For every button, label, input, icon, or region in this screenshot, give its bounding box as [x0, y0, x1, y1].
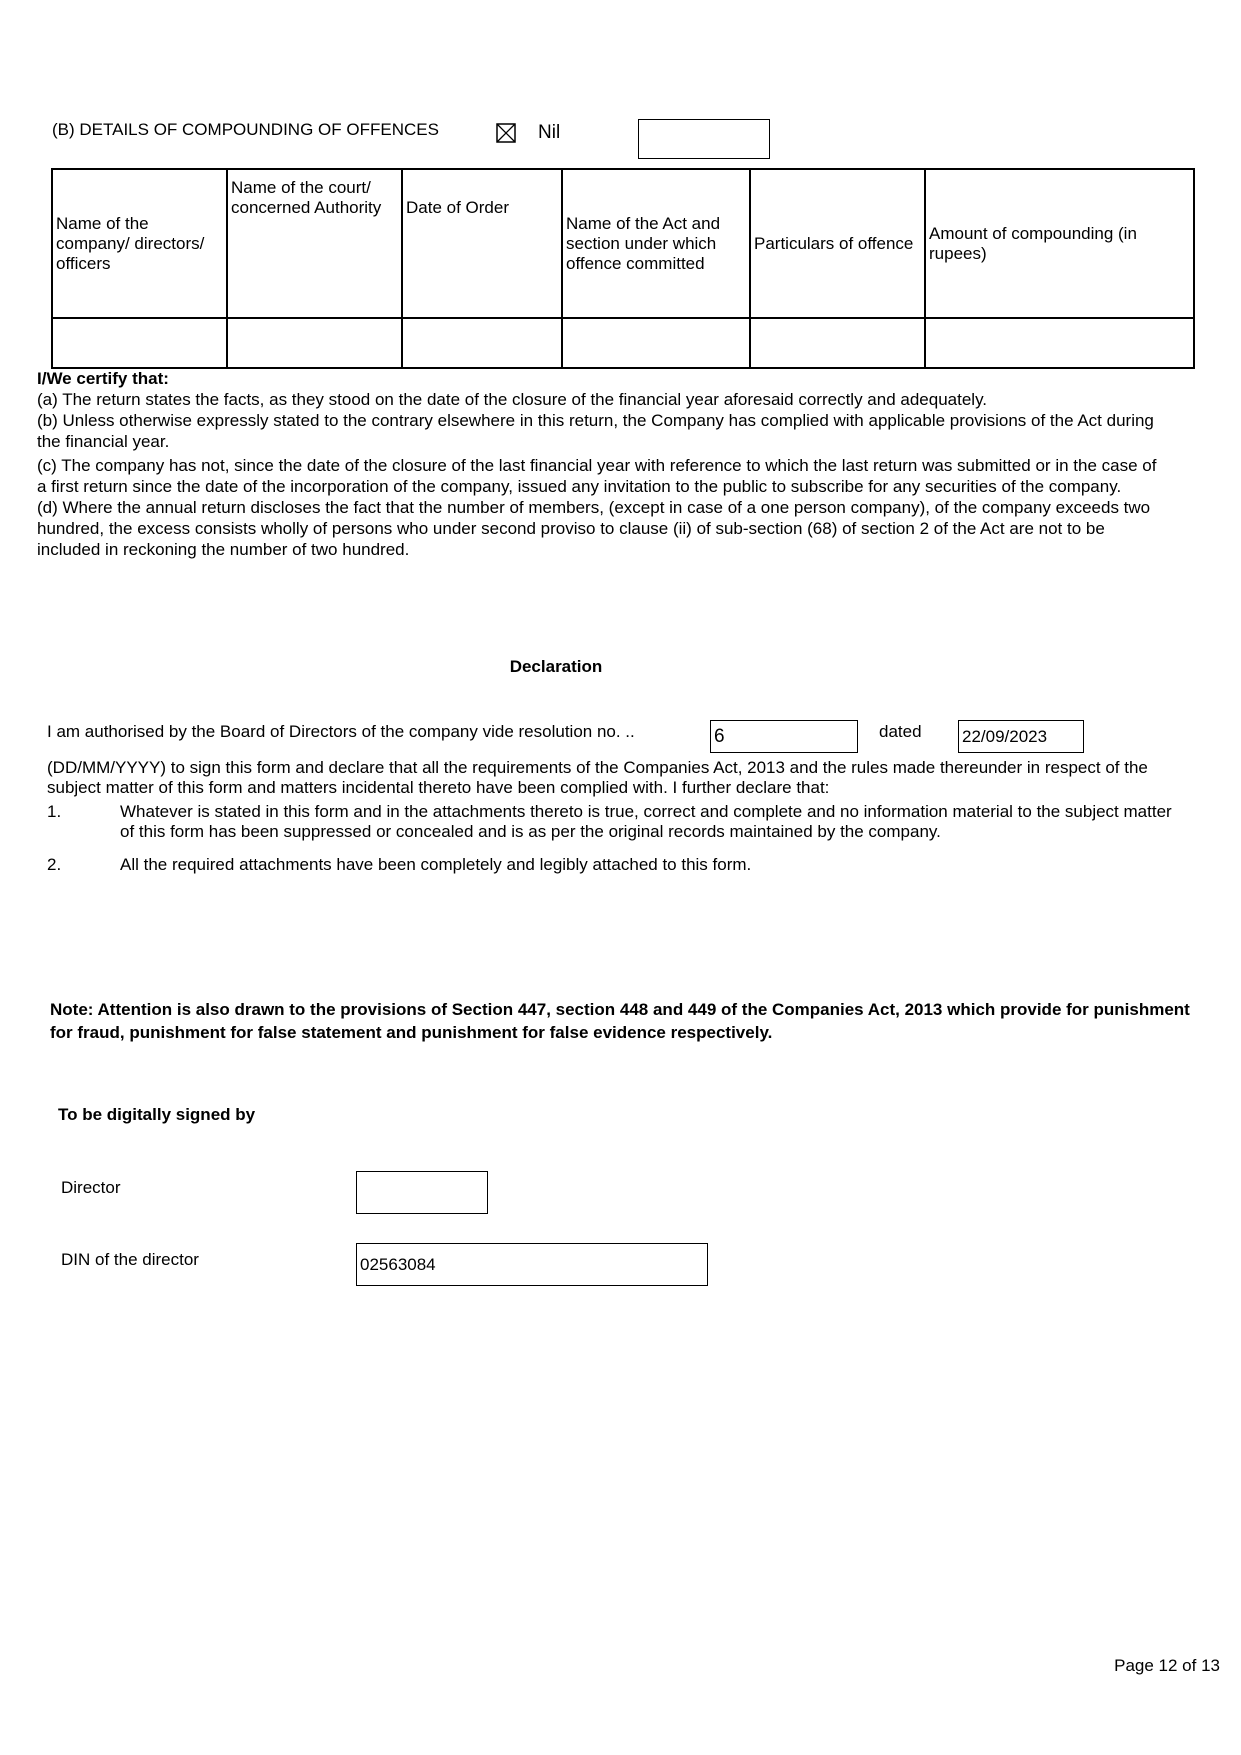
- certify-item-a: (a) The return states the facts, as they stood on the date of the closure of the financial year aforesaid correctly and adequately.: [37, 390, 988, 409]
- table-cell[interactable]: [562, 318, 750, 368]
- digital-sign-heading: To be digitally signed by: [58, 1105, 256, 1124]
- certify-item-d: (d) Where the annual return discloses the fact that the number of members, (except in case of a one person company), of the company exceeds two hundred, the excess consists wholly of persons who under second proviso to clause (ii) of sub-section (68) of section 2 of the Act are not to be included in reckoning the number of two hundred.: [37, 498, 1151, 559]
- certify-item-c: (c) The company has not, since the date of the closure of the last financial year with reference to which the last return was submitted or in the case of a first return since the date of the incorporation of the company, issued any invitation to the public to subscribe for any securities of the company.: [37, 456, 1157, 496]
- nil-value-field[interactable]: [638, 119, 770, 159]
- table-cell[interactable]: [925, 318, 1194, 368]
- certify-item-b: (b) Unless otherwise expressly stated to the contrary elsewhere in this return, the Company has complied with applicable provisions of the Act during the financial year.: [37, 411, 1154, 451]
- din-field[interactable]: 02563084: [356, 1243, 708, 1286]
- table-cell[interactable]: [227, 318, 402, 368]
- column-header: Particulars of offence: [750, 169, 925, 318]
- declaration-item-text: Whatever is stated in this form and in the attachments thereto is true, correct and complete and no information material to the subject matter of this form has been suppressed or concealed and is as per the original records maintained by the company.: [120, 802, 1172, 841]
- declaration-title: Declaration: [509, 657, 603, 676]
- table-cell[interactable]: [402, 318, 562, 368]
- nil-checkbox-icon[interactable]: [496, 123, 516, 143]
- declaration-item-number: 1.: [47, 802, 62, 821]
- section-b-title: (B) DETAILS OF COMPOUNDING OF OFFENCES: [52, 120, 439, 139]
- certify-heading: I/We certify that:: [37, 369, 169, 388]
- compounding-offences-table: [51, 168, 1195, 369]
- resolution-date-field[interactable]: 22/09/2023: [958, 720, 1084, 753]
- certification-block: [37, 368, 1167, 560]
- declaration-item-number: 2.: [47, 855, 62, 874]
- din-label: DIN of the director: [61, 1250, 199, 1269]
- page-number: Page 12 of 13: [1114, 1656, 1220, 1675]
- resolution-number-field[interactable]: 6: [710, 720, 858, 753]
- director-label: Director: [61, 1178, 121, 1197]
- nil-label: Nil: [538, 122, 561, 143]
- column-header: Name of the court/ concerned Authority: [227, 169, 402, 318]
- authorisation-text: I am authorised by the Board of Directors of the company vide resolution no. ..: [47, 722, 635, 741]
- table-row: [52, 318, 1194, 368]
- column-header: Amount of compounding (in rupees): [925, 169, 1194, 318]
- table-cell[interactable]: [750, 318, 925, 368]
- column-header: Name of the company/ directors/ officers: [52, 169, 227, 318]
- legal-note: Note: Attention is also drawn to the provisions of Section 447, section 448 and 449 of the Companies Act, 2013 which provide for punishment for fraud, punishment for false statement and punishment for false evidence respectively.: [50, 1000, 1190, 1042]
- table-cell[interactable]: [52, 318, 227, 368]
- dated-label: dated: [879, 722, 922, 741]
- table-header-row: [52, 169, 1194, 318]
- director-signature-field[interactable]: [356, 1171, 488, 1214]
- declaration-body: (DD/MM/YYYY) to sign this form and declare that all the requirements of the Companies Act, 2013 and the rules made thereunder in respect of the subject matter of this form and matters incidental thereto have been complied with. I further declare that:: [47, 758, 1148, 797]
- column-header: Date of Order: [402, 169, 562, 318]
- declaration-item-text: All the required attachments have been completely and legibly attached to this form.: [120, 855, 752, 874]
- column-header: Name of the Act and section under which offence committed: [562, 169, 750, 318]
